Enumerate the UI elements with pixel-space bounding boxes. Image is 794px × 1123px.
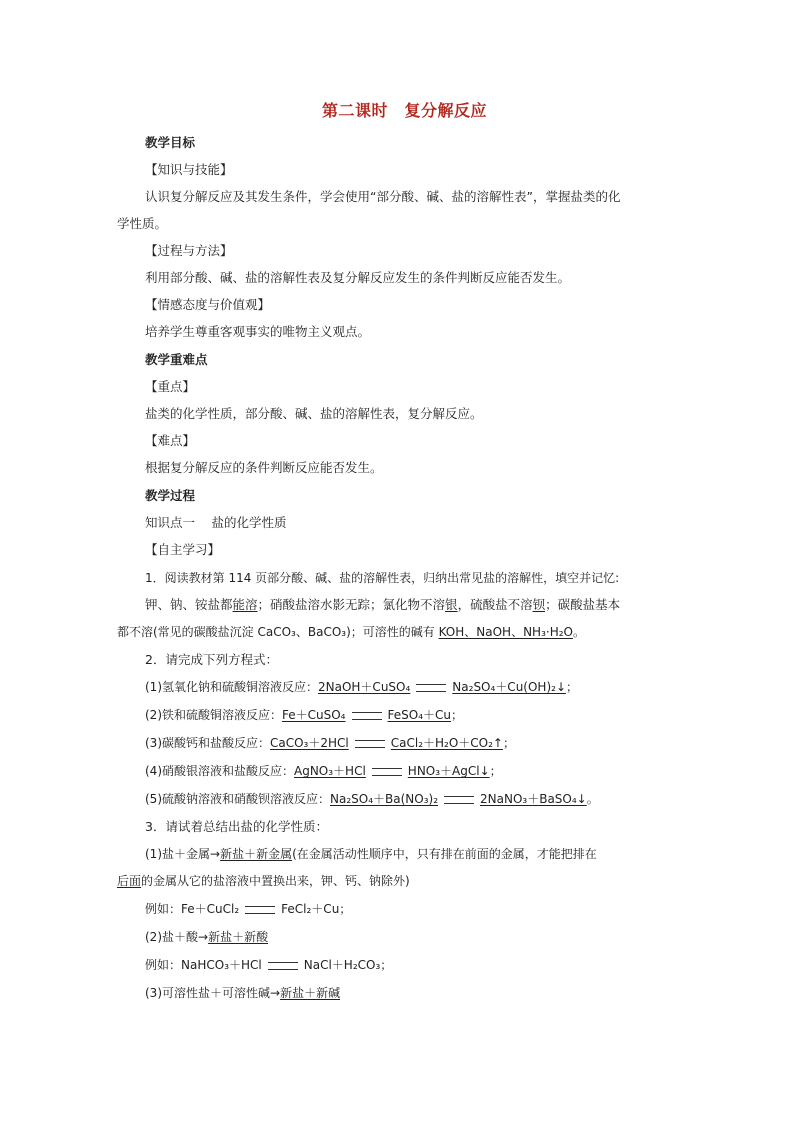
item3-heading: 3．请试着总结出盐的化学性质： xyxy=(145,819,328,834)
equals-sign xyxy=(355,740,385,748)
equation-5 xyxy=(145,790,599,808)
example-2 xyxy=(145,956,392,974)
equation-label: (5)硫酸钠溶液和硝酸钡溶液反应： xyxy=(145,792,330,806)
item1-line3 xyxy=(117,623,585,641)
equation-left: NaHCO₃＋HCl xyxy=(181,958,262,972)
answer: 能溶 xyxy=(232,597,258,612)
item1-line2 xyxy=(145,596,620,614)
objectives-heading: 教学目标 xyxy=(145,135,196,150)
answer: 新盐＋新碱 xyxy=(280,986,341,1000)
equation-right: Na₂SO₄＋Cu(OH)₂↓ xyxy=(452,680,566,694)
process-heading: 【过程与方法】 xyxy=(145,243,233,258)
equals-sign xyxy=(416,684,446,692)
equation-left: Fe＋CuSO₄ xyxy=(282,708,346,722)
equation-4 xyxy=(145,762,502,780)
answer: 后面 xyxy=(117,874,142,888)
example-label: 例如： xyxy=(145,958,182,972)
property-1-line2 xyxy=(117,872,410,890)
key-heading: 【重点】 xyxy=(145,379,196,394)
text: ；碳酸盐基本 xyxy=(545,597,621,612)
self-study-heading: 【自主学习】 xyxy=(145,542,221,557)
property-2 xyxy=(145,928,268,946)
process-text: 利用部分酸、碱、盐的溶解性表及复分解反应发生的条件判断反应能否发生。 xyxy=(145,270,571,285)
property-3 xyxy=(145,984,340,1002)
equation-right: HNO₃＋AgCl↓ xyxy=(407,764,490,778)
text: 。 xyxy=(572,625,585,639)
equation-left: CaCO₃＋2HCl xyxy=(270,736,349,750)
punct: ； xyxy=(489,764,502,778)
process-section-heading: 教学过程 xyxy=(145,488,196,503)
answer: 钡 xyxy=(532,597,546,612)
equation-1 xyxy=(145,678,578,696)
equals-sign xyxy=(352,712,382,720)
knowledge-heading: 【知识与技能】 xyxy=(145,162,233,177)
knowledge-text-1: 认识复分解反应及其发生条件，学会使用“部分酸、碱、盐的溶解性表”，掌握盐类的化 xyxy=(145,189,621,204)
equals-sign xyxy=(268,962,298,970)
equation-right: 2NaNO₃＋BaSO₄↓ xyxy=(480,792,587,806)
knowledge-point-title: 知识点一 盐的化学性质 xyxy=(145,515,287,530)
equation-left: Na₂SO₄＋Ba(NO₃)₂ xyxy=(330,792,439,806)
punct: ； xyxy=(502,736,515,750)
answer: 新盐＋新酸 xyxy=(208,930,269,944)
answer: 新盐＋新金属 xyxy=(220,847,293,861)
text: 钾、钠、铵盐都 xyxy=(145,597,233,612)
text: ，硫酸盐不溶 xyxy=(457,597,533,612)
answer: KOH、NaOH、NH₃·H₂O xyxy=(438,625,573,639)
text: (在金属活动性顺序中，只有排在前面的金属，才能把排在 xyxy=(292,847,597,861)
knowledge-text-2: 学性质。 xyxy=(117,216,168,231)
item2-heading: 2．请完成下列方程式： xyxy=(145,652,278,667)
hard-text: 根据复分解反应的条件判断反应能否发生。 xyxy=(145,460,383,475)
equation-2 xyxy=(145,706,463,724)
punct: ； xyxy=(451,708,464,722)
equals-sign xyxy=(444,796,474,804)
text: (1)盐＋金属→ xyxy=(145,847,221,861)
text: (2)盐＋酸→ xyxy=(145,930,209,944)
example-label: 例如： xyxy=(145,902,182,916)
item1-line1: 1．阅读教材第 114 页部分酸、碱、盐的溶解性表，归纳出常见盐的溶解性，填空并记忆: xyxy=(145,571,620,585)
difficulties-heading: 教学重难点 xyxy=(145,352,208,367)
equation-left: 2NaOH＋CuSO₄ xyxy=(318,680,411,694)
equals-sign xyxy=(245,906,275,914)
text: ；硝酸盐溶水影无踪；氯化物不溶 xyxy=(257,597,446,612)
key-text: 盐类的化学性质，部分酸、碱、盐的溶解性表，复分解反应。 xyxy=(145,406,483,421)
equation-right: FeCl₂＋Cu； xyxy=(281,902,352,916)
equation-label: (4)硝酸银溶液和盐酸反应： xyxy=(145,764,294,778)
equation-3 xyxy=(145,734,515,752)
text: 的金属从它的盐溶液中置换出来，钾、钙、钠除外) xyxy=(141,874,410,888)
equals-sign xyxy=(372,768,402,776)
emotion-text: 培养学生尊重客观事实的唯物主义观点。 xyxy=(145,324,371,339)
equation-label: (2)铁和硫酸铜溶液反应： xyxy=(145,708,282,722)
hard-heading: 【难点】 xyxy=(145,433,196,448)
equation-label: (1)氢氧化钠和硫酸铜溶液反应： xyxy=(145,680,318,694)
property-1 xyxy=(145,845,597,863)
emotion-heading: 【情感态度与价值观】 xyxy=(145,297,271,312)
punct: 。 xyxy=(586,792,599,806)
text: (3)可溶性盐＋可溶性碱→ xyxy=(145,986,281,1000)
example-1 xyxy=(145,900,351,918)
equation-left: AgNO₃＋HCl xyxy=(294,764,366,778)
equation-right: CaCl₂＋H₂O＋CO₂↑ xyxy=(390,736,503,750)
answer: 银 xyxy=(445,597,458,612)
equation-right: NaCl＋H₂CO₃； xyxy=(303,958,393,972)
text: 都不溶(常见的碳酸盐沉淀 CaCO₃、BaCO₃)；可溶性的碱有 xyxy=(117,625,439,639)
equation-right: FeSO₄＋Cu xyxy=(387,708,451,722)
page-title: 第二课时 复分解反应 xyxy=(322,101,488,120)
equation-left: Fe＋CuCl₂ xyxy=(181,902,240,916)
punct: ； xyxy=(566,680,579,694)
equation-label: (3)碳酸钙和盐酸反应： xyxy=(145,736,270,750)
